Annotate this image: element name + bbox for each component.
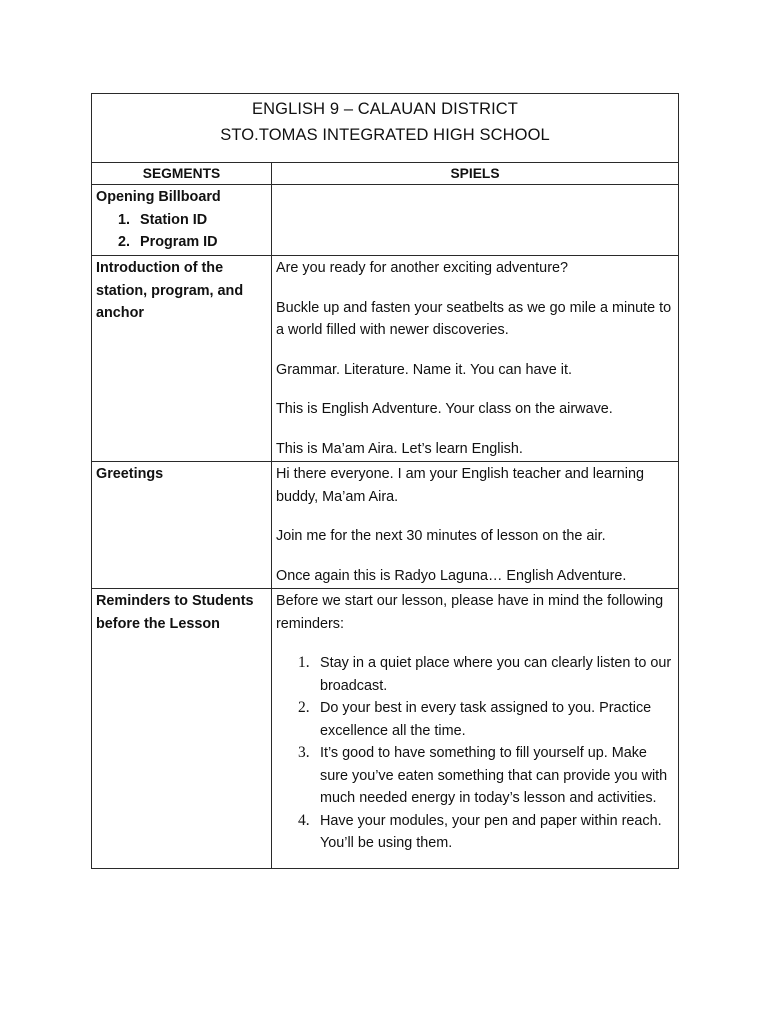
list-item xyxy=(298,742,674,810)
school-name: STO.TOMAS INTEGRATED HIGH SCHOOL xyxy=(220,126,550,144)
table-row xyxy=(92,185,679,256)
table-row xyxy=(92,256,679,462)
spiel-paragraph: Hi there everyone. I am your English teacher and learning buddy, Ma’am Aira. xyxy=(276,466,644,505)
document-title: ENGLISH 9 – CALAUAN DISTRICT xyxy=(252,100,518,118)
segment-label: Opening Billboard xyxy=(96,189,221,205)
reminder-text: Have your modules, your pen and paper within reach. You’ll be using them. xyxy=(320,812,662,851)
spiel-cell xyxy=(272,462,679,589)
table-row xyxy=(92,589,679,869)
script-table xyxy=(91,93,679,869)
list-number: 2. xyxy=(298,699,310,716)
spiel-paragraph: This is English Adventure. Your class on the airwave. xyxy=(276,401,613,417)
spiel-cell xyxy=(272,185,679,256)
list-number: 1. xyxy=(298,654,310,671)
reminders-intro: Before we start our lesson, please have in mind the following reminders: xyxy=(276,593,664,632)
segments-column-header: SEGMENTS xyxy=(92,163,272,185)
list-item-label: Station ID xyxy=(140,211,208,228)
list-number: 1. xyxy=(118,211,131,228)
spiel-paragraph: Buckle up and fasten your seatbelts as we go mile a minute to a world filled with newer discoveries. xyxy=(276,299,672,338)
spiel-cell xyxy=(272,256,679,462)
spiels-column-header: SPIELS xyxy=(272,163,679,185)
segment-cell: Introduction of the station, program, and anchor xyxy=(92,256,272,462)
spiel-paragraph: Are you ready for another exciting adventure? xyxy=(276,260,568,276)
spiel-paragraph: This is Ma’am Aira. Let’s learn English. xyxy=(276,440,523,457)
segment-cell xyxy=(92,185,272,256)
list-item xyxy=(298,810,674,855)
segment-cell: Greetings xyxy=(92,462,272,589)
list-item-label: Program ID xyxy=(140,234,218,250)
title-cell xyxy=(92,94,679,163)
list-item xyxy=(118,231,267,254)
reminder-text: Do your best in every task assigned to you. Practice excellence all the time. xyxy=(320,700,652,739)
list-number: 3. xyxy=(298,744,310,761)
reminder-text: Stay in a quiet place where you can clearly listen to our broadcast. xyxy=(320,655,672,694)
title-row xyxy=(92,94,679,163)
spiel-paragraph: Join me for the next 30 minutes of lesson on the air. xyxy=(276,528,606,544)
spiel-cell xyxy=(272,589,679,869)
segment-cell: Reminders to Students before the Lesson xyxy=(92,589,272,869)
spiel-paragraph: Grammar. Literature. Name it. You can have it. xyxy=(276,361,572,378)
list-item xyxy=(298,697,674,742)
segment-sublist xyxy=(96,209,267,254)
spiel-paragraph: Once again this is Radyo Laguna… English Adventure. xyxy=(276,567,627,584)
list-item xyxy=(298,652,674,697)
list-number: 2. xyxy=(118,234,131,250)
reminder-text: It’s good to have something to fill yourself up. Make sure you’ve eaten something that can provide you with much needed energy in today’s lesson and activities. xyxy=(320,745,668,806)
reminders-list xyxy=(276,652,674,855)
list-number: 4. xyxy=(298,811,310,829)
table-row xyxy=(92,462,679,589)
list-item xyxy=(118,209,267,232)
column-header-row xyxy=(92,163,679,185)
